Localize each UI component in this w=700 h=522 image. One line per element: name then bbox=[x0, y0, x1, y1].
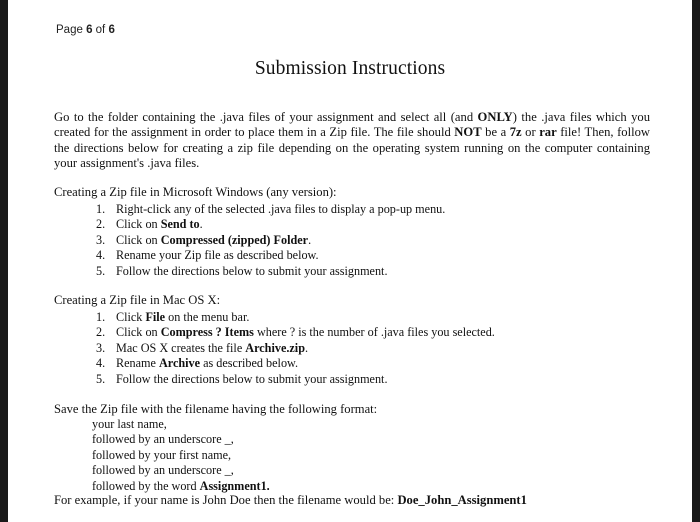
list-item: 4. Rename Archive as described below. bbox=[96, 356, 299, 371]
format-line: followed by an underscore _, bbox=[92, 432, 234, 447]
windows-steps-list bbox=[96, 202, 445, 279]
list-item: 3. Mac OS X creates the file Archive.zip. bbox=[96, 340, 309, 355]
list-item: 2. Click on Compress ? Items where ? is the number of .java files you selected. bbox=[96, 325, 495, 340]
format-heading: Save the Zip file with the filename having the following format: bbox=[54, 402, 378, 416]
mac-steps-list bbox=[96, 310, 495, 387]
format-line: your last name, bbox=[92, 417, 167, 431]
list-item: 4. Rename your Zip file as described below. bbox=[96, 248, 319, 263]
list-item: 5. Follow the directions below to submit your assignment. bbox=[96, 263, 388, 278]
document-page bbox=[8, 0, 692, 522]
format-line: followed by an underscore _, bbox=[92, 463, 234, 478]
page-indicator: Page 6 of 6 bbox=[56, 24, 115, 36]
format-lines bbox=[92, 417, 270, 494]
list-item: 1. Click File on the menu bar. bbox=[96, 310, 250, 324]
list-item: 5. Follow the directions below to submit your assignment. bbox=[96, 371, 388, 386]
format-line: followed by the word Assignment1. bbox=[92, 478, 270, 493]
list-item: 1. Right-click any of the selected .java files to display a pop-up menu. bbox=[96, 202, 446, 216]
format-line: followed by your first name, bbox=[92, 447, 232, 462]
windows-heading: Creating a Zip file in Microsoft Windows (any version): bbox=[54, 185, 337, 199]
list-item: 2. Click on Send to. bbox=[96, 217, 203, 232]
mac-heading: Creating a Zip file in Mac OS X: bbox=[54, 293, 221, 307]
example-line: For example, if your name is John Doe then the filename would be: Doe_John_Assignment1 bbox=[54, 493, 527, 507]
intro-paragraph: Go to the folder containing the .java files of your assignment and select all (and ONLY) the .java files which you created for the assignment in order to place them in a Zip file. The file should NOT be a 7z or rar file! Then, follow the directions below for creating a zip file depending on the operating system running on the computer containing your assignment's .java files. bbox=[54, 110, 650, 171]
page-title: Submission Instructions bbox=[254, 58, 446, 79]
list-item: 3. Click on Compressed (zipped) Folder. bbox=[96, 232, 312, 247]
